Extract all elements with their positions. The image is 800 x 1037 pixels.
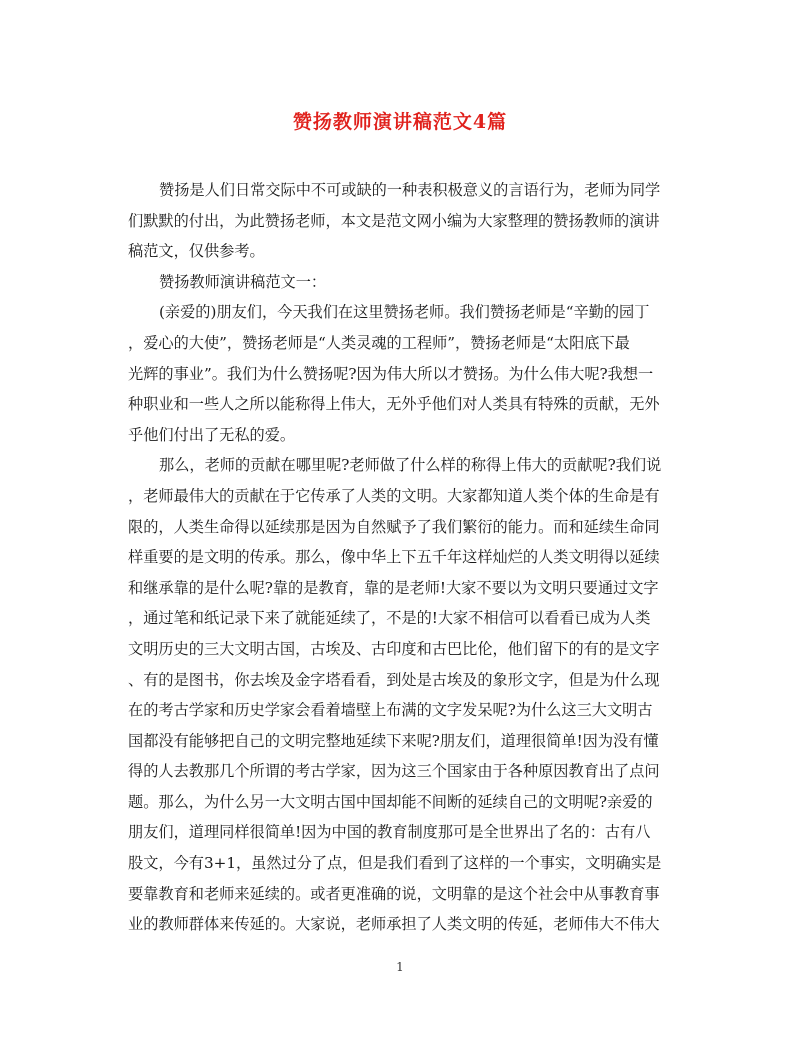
body-line: 光辉的事业”。我们为什么赞扬呢?因为伟大所以才赞扬。为什么伟大呢?我想一 [128,364,654,383]
body-line: 、有的是图书，你去埃及金字塔看看，到处是古埃及的象形文字，但是为什么现 [128,670,660,689]
body-line: 题。那么，为什么另一大文明古国中国却能不间断的延续自己的文明呢?亲爱的 [128,792,653,811]
body-line: 稿范文，仅供参考。 [128,242,265,261]
body-line: 在的考古学家和历史学家会看着墙壁上布满的文字发呆呢?为什么这三大文明古 [128,701,653,720]
body-line: 那么，老师的贡献在哪里呢?老师做了什么样的称得上伟大的贡献呢?我们说 [159,456,662,475]
body-line: 业的教师群体来传延的。大家说，老师承担了人类文明的传延，老师伟大不伟大 [128,915,660,934]
document-body [128,175,672,940]
body-line: 种职业和一些人之所以能称得上伟大，无外乎他们对人类具有特殊的贡献，无外 [128,395,660,414]
body-line: ，通过笔和纸记录下来了就能延续了，不是的!大家不相信可以看看已成为人类 [128,609,651,628]
body-line: (亲爱的)朋友们，今天我们在这里赞扬老师。我们赞扬老师是“辛勤的园丁 [159,303,650,322]
page-number: 1 [396,960,404,974]
body-line: 股文，今有3+1，虽然过分了点，但是我们看到了这样的一个事实，文明确实是 [128,854,662,873]
document-title: 赞扬教师演讲稿范文4篇 [292,111,508,133]
body-line: 们默默的付出，为此赞扬老师，本文是范文网小编为大家整理的赞扬教师的演讲 [128,211,660,230]
body-line: ，老师最伟大的贡献在于它传承了人类的文明。大家都知道人类个体的生命是有 [128,486,660,505]
body-line: 文明历史的三大文明古国，古埃及、古印度和古巴比伦，他们留下的有的是文字 [128,639,660,658]
body-line: 样重要的是文明的传承。那么，像中华上下五千年这样灿烂的人类文明得以延续 [128,548,660,567]
body-line: 限的，人类生命得以延续那是因为自然赋予了我们繁衍的能力。而和延续生命同 [128,517,660,536]
body-line: ，爱心的大使”，赞扬老师是“人类灵魂的工程师”，赞扬老师是“太阳底下最 [128,333,630,352]
body-line: 得的人去教那几个所谓的考古学家，因为这三个国家由于各种原因教育出了点问 [128,762,660,781]
body-line: 和继承靠的是什么呢?靠的是教育，靠的是老师!大家不要以为文明只要通过文字 [128,578,659,597]
body-line: 乎他们付出了无私的爱。 [128,425,296,444]
body-line: 要靠教育和老师来延续的。或者更准确的说，文明靠的是这个社会中从事教育事 [128,884,660,903]
section-heading: 赞扬教师演讲稿范文一： [159,272,327,291]
body-line: 赞扬是人们日常交际中不可或缺的一种表积极意义的言语行为，老师为同学 [159,181,661,199]
body-line: 国都没有能够把自己的文明完整地延续下来呢?朋友们，道理很简单!因为没有懂 [128,731,659,750]
body-line: 朋友们，道理同样很简单!因为中国的教育制度那可是全世界出了名的：古有八 [128,823,651,842]
